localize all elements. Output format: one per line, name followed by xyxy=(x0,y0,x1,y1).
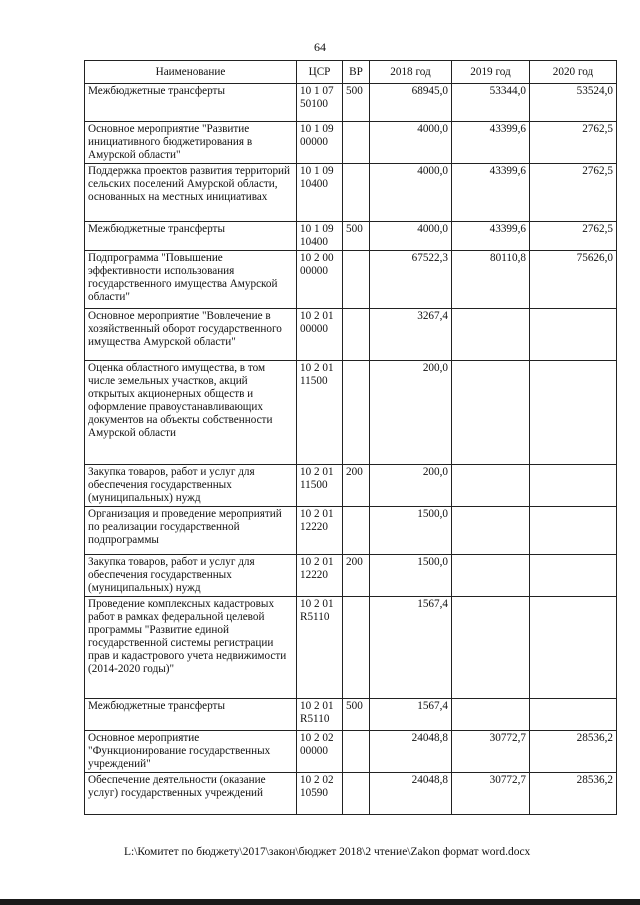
table-row xyxy=(85,84,617,122)
row-2018: 67522,3 xyxy=(370,251,452,309)
row-vr: 200 xyxy=(343,465,370,507)
row-2018: 3267,4 xyxy=(370,309,452,361)
row-2020: 53524,0 xyxy=(530,84,617,122)
row-2020 xyxy=(530,507,617,555)
header-vr: ВР xyxy=(343,61,370,84)
row-2020: 28536,2 xyxy=(530,773,617,815)
row-csr: 10 2 02 00000 xyxy=(297,731,343,773)
row-name: Межбюджетные трансферты xyxy=(85,84,297,122)
row-2018: 24048,8 xyxy=(370,731,452,773)
row-name: Закупка товаров, работ и услуг для обеспечения государственных (муниципальных) нужд xyxy=(85,555,297,597)
row-2018: 200,0 xyxy=(370,465,452,507)
table-row xyxy=(85,597,617,699)
row-2019: 53344,0 xyxy=(452,84,530,122)
row-2019: 43399,6 xyxy=(452,122,530,164)
row-2018: 1500,0 xyxy=(370,507,452,555)
row-2019 xyxy=(452,555,530,597)
row-vr: 200 xyxy=(343,555,370,597)
file-path-footer: L:\Комитет по бюджету\2017\закон\бюджет 2018\2 чтение\Zakon формат word.docx xyxy=(124,846,531,858)
row-2019: 30772,7 xyxy=(452,773,530,815)
row-2018: 1567,4 xyxy=(370,597,452,699)
page-number: 64 xyxy=(314,40,326,54)
row-2018: 24048,8 xyxy=(370,773,452,815)
row-2018: 200,0 xyxy=(370,361,452,465)
row-vr xyxy=(343,122,370,164)
row-2018: 1500,0 xyxy=(370,555,452,597)
row-name: Подпрограмма "Повышение эффективности использования государственного имущества Амурской области" xyxy=(85,251,297,309)
header-2020: 2020 год xyxy=(530,61,617,84)
row-csr: 10 1 07 50100 xyxy=(297,84,343,122)
row-2020 xyxy=(530,699,617,731)
row-2020: 2762,5 xyxy=(530,164,617,222)
table-row xyxy=(85,731,617,773)
table-row xyxy=(85,222,617,251)
row-vr xyxy=(343,773,370,815)
row-2020: 28536,2 xyxy=(530,731,617,773)
row-csr: 10 2 01 11500 xyxy=(297,361,343,465)
row-2019 xyxy=(452,699,530,731)
scan-edge xyxy=(0,899,640,905)
row-vr: 500 xyxy=(343,222,370,251)
row-vr xyxy=(343,164,370,222)
table-row xyxy=(85,555,617,597)
table-row xyxy=(85,361,617,465)
row-vr: 500 xyxy=(343,84,370,122)
row-2018: 4000,0 xyxy=(370,222,452,251)
header-name: Наименование xyxy=(85,61,297,84)
row-vr xyxy=(343,251,370,309)
row-2019 xyxy=(452,361,530,465)
row-name: Организация и проведение мероприятий по реализации государственной подпрограммы xyxy=(85,507,297,555)
table-row xyxy=(85,773,617,815)
row-name: Проведение комплексных кадастровых работ в рамках федеральной целевой программы "Развитие единой государственной системы регистрации прав и кадастрового учета недвижимости (2014-2020 годы)" xyxy=(85,597,297,699)
row-2019 xyxy=(452,465,530,507)
row-2018: 4000,0 xyxy=(370,164,452,222)
row-vr xyxy=(343,731,370,773)
table-row xyxy=(85,251,617,309)
row-csr: 10 2 01 00000 xyxy=(297,309,343,361)
budget-table xyxy=(84,60,617,815)
row-2020 xyxy=(530,555,617,597)
row-2019 xyxy=(452,597,530,699)
table-row xyxy=(85,164,617,222)
row-2018: 1567,4 xyxy=(370,699,452,731)
row-csr: 10 2 00 00000 xyxy=(297,251,343,309)
row-csr: 10 2 01 12220 xyxy=(297,507,343,555)
row-vr xyxy=(343,597,370,699)
row-2019 xyxy=(452,507,530,555)
row-2019: 80110,8 xyxy=(452,251,530,309)
row-2020 xyxy=(530,597,617,699)
row-name: Поддержка проектов развития территорий сельских поселений Амурской области, основанных на местных инициативах xyxy=(85,164,297,222)
header-2019: 2019 год xyxy=(452,61,530,84)
row-name: Оценка областного имущества, в том числе земельных участков, акций открытых акционерных обществ и оформление правоустанавливающих документов на объекты собственности Амурской области xyxy=(85,361,297,465)
table-header-row xyxy=(85,61,617,84)
row-2019: 30772,7 xyxy=(452,731,530,773)
row-name: Основное мероприятие "Вовлечение в хозяйственный оборот государственного имущества Амурской области" xyxy=(85,309,297,361)
row-name: Основное мероприятие "Развитие инициативного бюджетирования в Амурской области" xyxy=(85,122,297,164)
row-name: Межбюджетные трансферты xyxy=(85,222,297,251)
table-row xyxy=(85,507,617,555)
row-2019: 43399,6 xyxy=(452,164,530,222)
row-2020 xyxy=(530,465,617,507)
row-2020: 75626,0 xyxy=(530,251,617,309)
table-row xyxy=(85,309,617,361)
row-vr xyxy=(343,507,370,555)
row-csr: 10 2 02 10590 xyxy=(297,773,343,815)
table-row xyxy=(85,699,617,731)
row-2019: 43399,6 xyxy=(452,222,530,251)
table-row xyxy=(85,465,617,507)
row-name: Основное мероприятие "Функционирование государственных учреждений" xyxy=(85,731,297,773)
row-csr: 10 2 01 11500 xyxy=(297,465,343,507)
row-csr: 10 1 09 00000 xyxy=(297,122,343,164)
row-2020: 2762,5 xyxy=(530,222,617,251)
row-2020 xyxy=(530,361,617,465)
row-2020 xyxy=(530,309,617,361)
row-vr xyxy=(343,361,370,465)
row-csr: 10 1 09 10400 xyxy=(297,164,343,222)
row-name: Межбюджетные трансферты xyxy=(85,699,297,731)
row-2018: 68945,0 xyxy=(370,84,452,122)
row-2020: 2762,5 xyxy=(530,122,617,164)
row-vr xyxy=(343,309,370,361)
row-name: Закупка товаров, работ и услуг для обеспечения государственных (муниципальных) нужд xyxy=(85,465,297,507)
row-2019 xyxy=(452,309,530,361)
row-vr: 500 xyxy=(343,699,370,731)
row-csr: 10 2 01 R5110 xyxy=(297,699,343,731)
header-csr: ЦСР xyxy=(297,61,343,84)
row-2018: 4000,0 xyxy=(370,122,452,164)
row-name: Обеспечение деятельности (оказание услуг) государственных учреждений xyxy=(85,773,297,815)
table-row xyxy=(85,122,617,164)
table-body xyxy=(85,84,617,815)
row-csr: 10 1 09 10400 xyxy=(297,222,343,251)
row-csr: 10 2 01 12220 xyxy=(297,555,343,597)
header-2018: 2018 год xyxy=(370,61,452,84)
row-csr: 10 2 01 R5110 xyxy=(297,597,343,699)
